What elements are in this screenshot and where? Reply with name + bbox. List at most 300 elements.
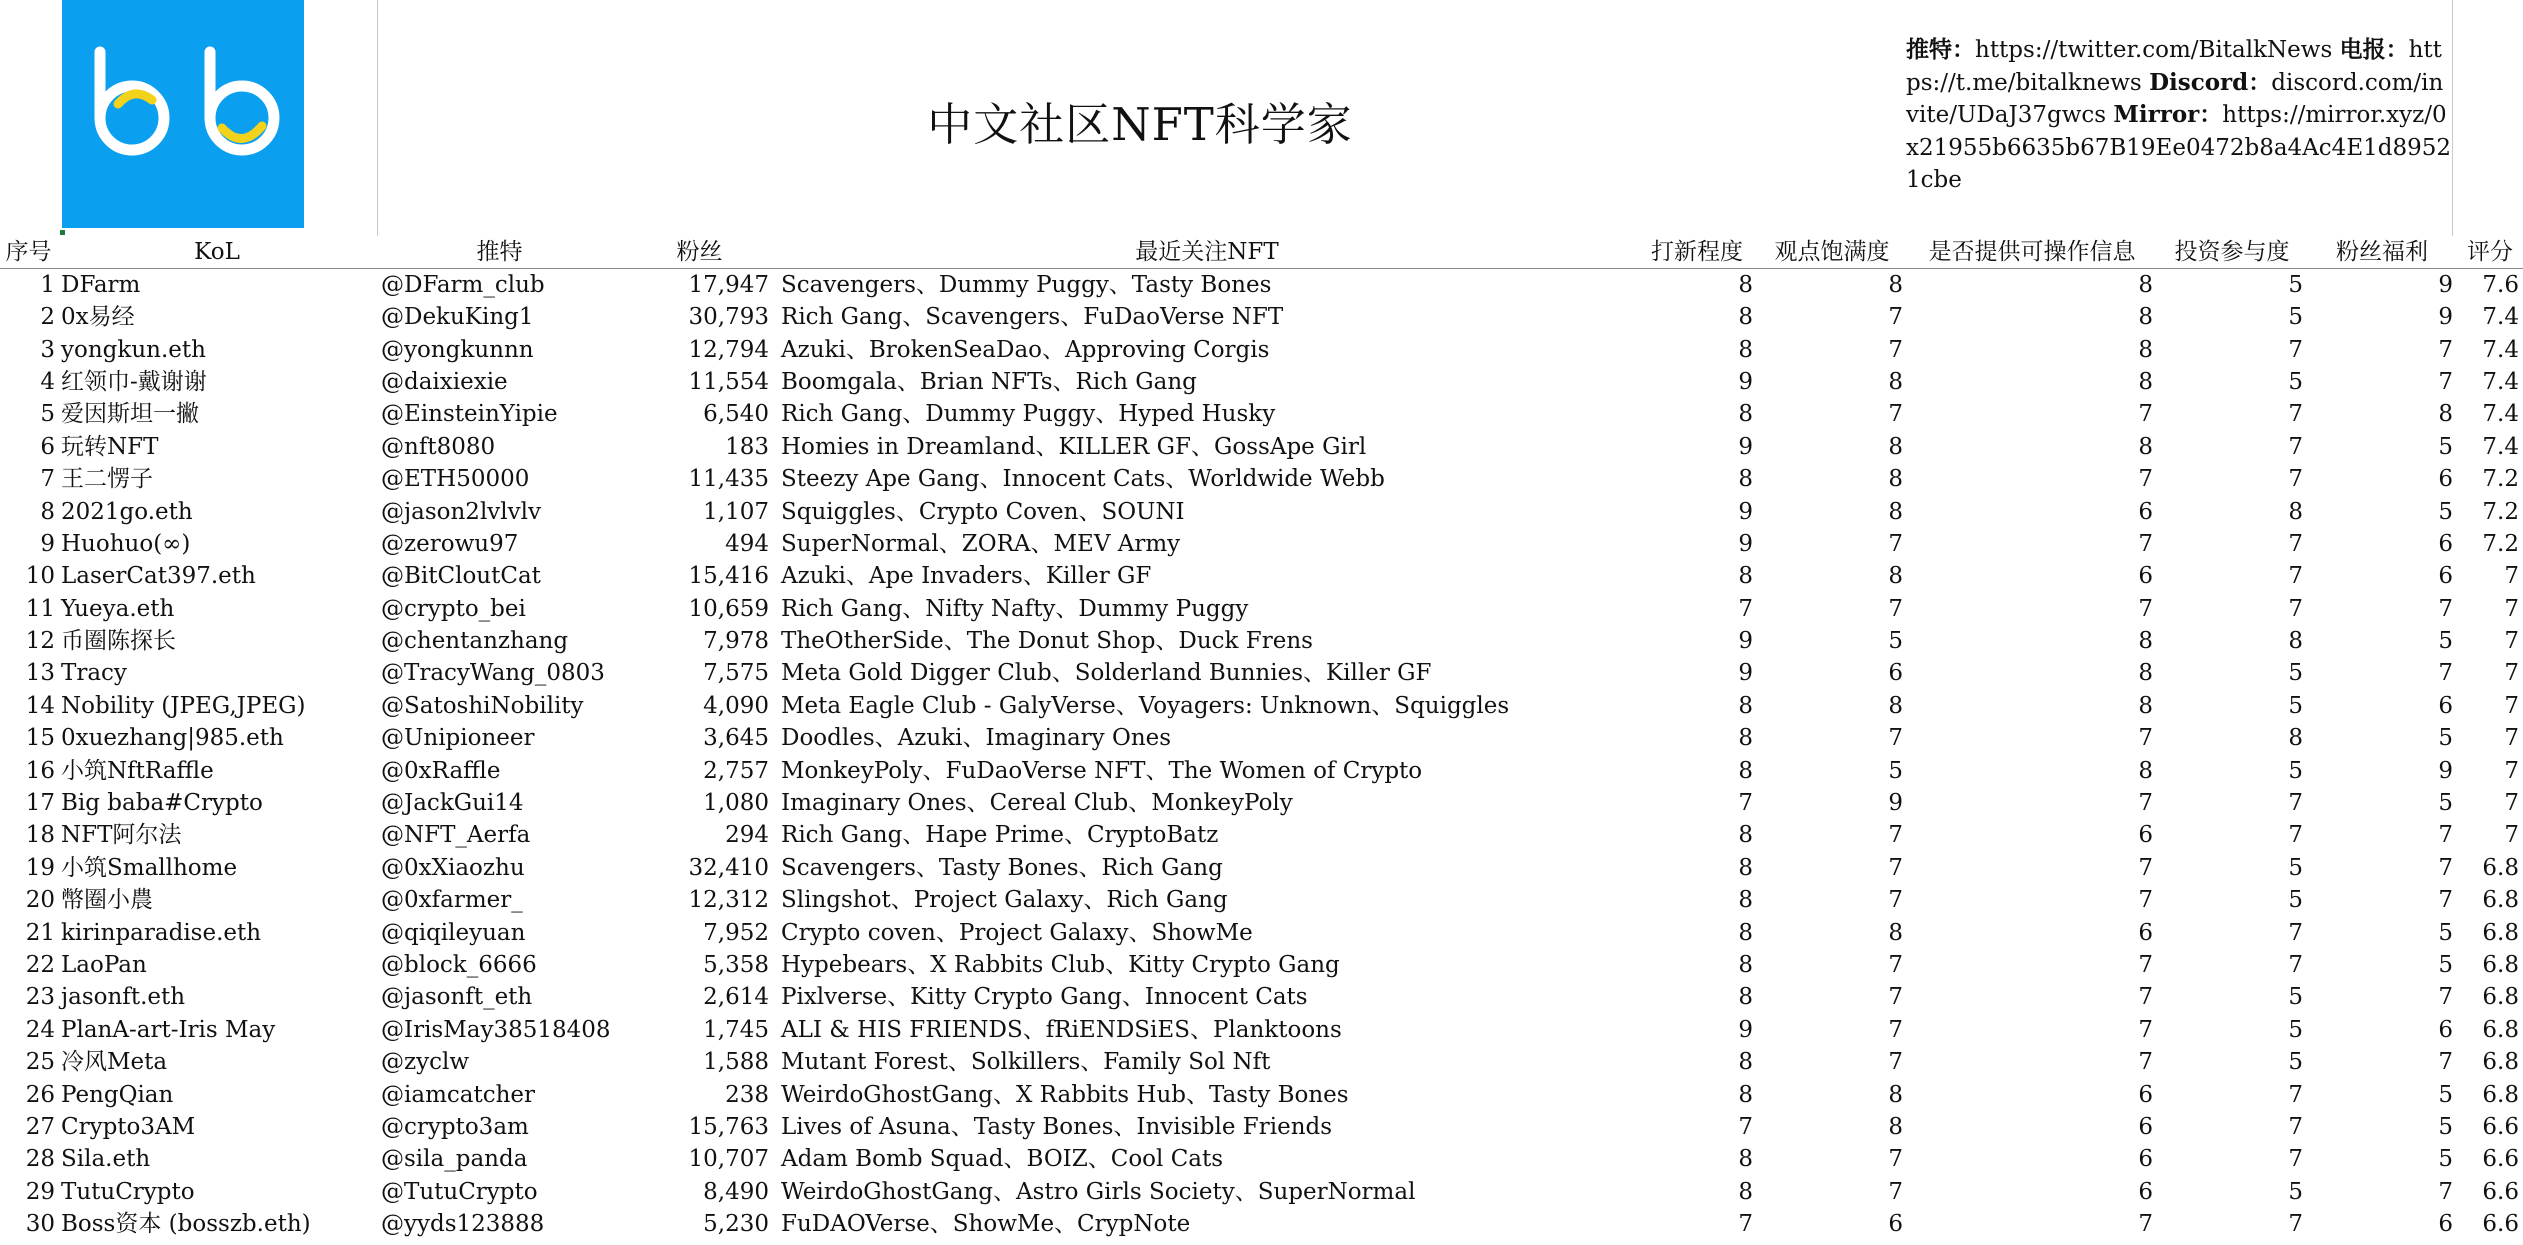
cell-benefit-score[interactable]: 8	[2438, 401, 2453, 428]
cell-opinion-score[interactable]: 7	[1888, 336, 1903, 363]
table-row[interactable]	[0, 1046, 2523, 1078]
cell-actionable-score[interactable]: 8	[2138, 272, 2153, 298]
cell-index[interactable]: 20	[25, 887, 55, 914]
cell-investment-score[interactable]: 7	[2288, 1113, 2303, 1140]
cell-twitter-handle[interactable]: @0xfarmer_	[381, 887, 523, 914]
discord-link[interactable]: discord.com/invite/UDaJ37gwcs	[1906, 69, 2444, 128]
col-header-twitter[interactable]: 推特	[377, 236, 622, 269]
cell-benefit-score[interactable]: 5	[2438, 628, 2453, 655]
cell-benefit-score[interactable]: 7	[2438, 984, 2453, 1011]
cell-total-score[interactable]: 7	[2504, 790, 2519, 817]
cell-opinion-score[interactable]: 8	[1888, 1113, 1903, 1140]
cell-benefit-score[interactable]: 5	[2438, 498, 2453, 525]
cell-opinion-score[interactable]: 7	[1888, 530, 1903, 557]
table-row[interactable]	[0, 916, 2523, 948]
cell-minting-score[interactable]: 8	[1738, 272, 1753, 298]
cell-minting-score[interactable]: 8	[1738, 1081, 1753, 1108]
cell-benefit-score[interactable]: 7	[2438, 1178, 2453, 1205]
cell-index[interactable]: 19	[25, 854, 55, 881]
cell-followers[interactable]: 6,540	[703, 401, 769, 428]
table-row[interactable]	[0, 657, 2523, 689]
cell-kol-name[interactable]: Boss资本 (bosszb.eth)	[61, 1211, 311, 1238]
cell-recent-nft[interactable]: Hypebears、X Rabbits Club、Kitty Crypto Gang	[781, 952, 1340, 978]
cell-twitter-handle[interactable]: @zerowu97	[381, 530, 519, 557]
cell-minting-score[interactable]: 8	[1738, 1049, 1753, 1076]
cell-actionable-score[interactable]: 8	[2138, 628, 2153, 655]
cell-followers[interactable]: 10,707	[688, 1146, 769, 1173]
cell-benefit-score[interactable]: 6	[2438, 530, 2453, 557]
col-header-actionable[interactable]: 是否提供可操作信息	[1907, 236, 2157, 269]
cell-recent-nft[interactable]: Steezy Ape Gang、Innocent Cats、Worldwide Webb	[781, 466, 1385, 493]
cell-followers[interactable]: 183	[725, 433, 769, 460]
cell-followers[interactable]: 15,416	[688, 563, 769, 590]
table-row[interactable]	[0, 1176, 2523, 1208]
cell-investment-score[interactable]: 7	[2288, 1081, 2303, 1108]
telegram-link[interactable]: https://t.me/bitalknews	[1906, 37, 2442, 96]
col-header-score[interactable]: 评分	[2457, 236, 2523, 269]
cell-twitter-handle[interactable]: @yongkunnn	[381, 336, 534, 363]
cell-investment-score[interactable]: 5	[2288, 887, 2303, 914]
cell-benefit-score[interactable]: 6	[2438, 1016, 2453, 1043]
table-row[interactable]	[0, 1143, 2523, 1175]
cell-twitter-handle[interactable]: @crypto_bei	[381, 595, 526, 622]
cell-actionable-score[interactable]: 6	[2138, 822, 2153, 849]
cell-followers[interactable]: 5,230	[703, 1211, 769, 1238]
cell-benefit-score[interactable]: 9	[2438, 272, 2453, 298]
cell-benefit-score[interactable]: 9	[2438, 304, 2453, 331]
cell-minting-score[interactable]: 8	[1738, 401, 1753, 428]
cell-recent-nft[interactable]: Meta Gold Digger Club、Solderland Bunnies、Killer GF	[781, 660, 1432, 687]
cell-index[interactable]: 23	[25, 984, 55, 1011]
cell-actionable-score[interactable]: 7	[2138, 530, 2153, 557]
cell-benefit-score[interactable]: 7	[2438, 336, 2453, 363]
cell-minting-score[interactable]: 8	[1738, 692, 1753, 719]
cell-actionable-score[interactable]: 8	[2138, 368, 2153, 395]
table-row[interactable]	[0, 593, 2523, 625]
cell-benefit-score[interactable]: 7	[2438, 368, 2453, 395]
table-row[interactable]	[0, 852, 2523, 884]
cell-opinion-score[interactable]: 8	[1888, 433, 1903, 460]
cell-opinion-score[interactable]: 8	[1888, 368, 1903, 395]
cell-recent-nft[interactable]: Scavengers、Tasty Bones、Rich Gang	[781, 854, 1223, 881]
cell-kol-name[interactable]: NFT阿尔法	[61, 822, 182, 849]
cell-investment-score[interactable]: 7	[2288, 1211, 2303, 1238]
cell-actionable-score[interactable]: 8	[2138, 692, 2153, 719]
col-header-benefits[interactable]: 粉丝福利	[2307, 236, 2457, 269]
cell-index[interactable]: 15	[25, 725, 55, 752]
cell-total-score[interactable]: 7.4	[2482, 304, 2519, 331]
cell-total-score[interactable]: 6.8	[2482, 984, 2519, 1011]
cell-investment-score[interactable]: 5	[2288, 854, 2303, 881]
cell-kol-name[interactable]: 小筑Smallhome	[61, 854, 238, 881]
table-row[interactable]	[0, 1111, 2523, 1143]
cell-recent-nft[interactable]: FuDAOVerse、ShowMe、CrypNote	[781, 1211, 1191, 1238]
cell-recent-nft[interactable]: Boomgala、Brian NFTs、Rich Gang	[781, 368, 1197, 395]
cell-twitter-handle[interactable]: @qiqileyuan	[381, 919, 526, 946]
cell-twitter-handle[interactable]: @nft8080	[381, 433, 496, 460]
cell-minting-score[interactable]: 7	[1738, 595, 1753, 622]
cell-investment-score[interactable]: 7	[2288, 466, 2303, 493]
cell-total-score[interactable]: 6.6	[2482, 1113, 2519, 1140]
cell-total-score[interactable]: 7.2	[2482, 530, 2519, 557]
cell-actionable-score[interactable]: 6	[2138, 1081, 2153, 1108]
cell-total-score[interactable]: 7.2	[2482, 498, 2519, 525]
cell-kol-name[interactable]: 红领巾-戴谢谢	[61, 368, 207, 395]
cell-recent-nft[interactable]: Rich Gang、Hape Prime、CryptoBatz	[781, 822, 1219, 849]
cell-investment-score[interactable]: 7	[2288, 433, 2303, 460]
cell-recent-nft[interactable]: Meta Eagle Club - GalyVerse、Voyagers: Unknown、Squiggles	[781, 692, 1510, 719]
cell-twitter-handle[interactable]: @DFarm_club	[381, 272, 545, 298]
cell-index[interactable]: 4	[40, 368, 55, 395]
cell-total-score[interactable]: 7	[2504, 725, 2519, 752]
cell-kol-name[interactable]: LaserCat397.eth	[61, 563, 256, 590]
cell-twitter-handle[interactable]: @jasonft_eth	[381, 984, 533, 1011]
table-row[interactable]	[0, 495, 2523, 527]
cell-index[interactable]: 18	[25, 822, 55, 849]
cell-kol-name[interactable]: Crypto3AM	[61, 1113, 196, 1140]
cell-total-score[interactable]: 7.4	[2482, 433, 2519, 460]
cell-total-score[interactable]: 7	[2504, 692, 2519, 719]
cell-followers[interactable]: 11,435	[688, 466, 769, 493]
cell-twitter-handle[interactable]: @0xXiaozhu	[381, 854, 525, 881]
cell-recent-nft[interactable]: WeirdoGhostGang、X Rabbits Hub、Tasty Bones	[781, 1081, 1349, 1108]
cell-investment-score[interactable]: 7	[2288, 401, 2303, 428]
cell-benefit-score[interactable]: 5	[2438, 790, 2453, 817]
cell-minting-score[interactable]: 9	[1738, 498, 1753, 525]
cell-actionable-score[interactable]: 7	[2138, 1211, 2153, 1238]
cell-investment-score[interactable]: 7	[2288, 336, 2303, 363]
cell-index[interactable]: 22	[25, 952, 55, 978]
cell-total-score[interactable]: 7	[2504, 595, 2519, 622]
cell-twitter-handle[interactable]: @zyclw	[381, 1049, 470, 1076]
cell-benefit-score[interactable]: 7	[2438, 595, 2453, 622]
cell-actionable-score[interactable]: 7	[2138, 854, 2153, 881]
cell-total-score[interactable]: 6.8	[2482, 1049, 2519, 1076]
cell-index[interactable]: 14	[25, 692, 55, 719]
cell-twitter-handle[interactable]: @NFT_Aerfa	[381, 822, 531, 849]
cell-index[interactable]: 7	[40, 466, 55, 493]
cell-kol-name[interactable]: PlanA-art-Iris May	[61, 1016, 276, 1043]
cell-index[interactable]: 1	[40, 272, 55, 298]
cell-followers[interactable]: 10,659	[688, 595, 769, 622]
cell-investment-score[interactable]: 7	[2288, 790, 2303, 817]
col-header-minting[interactable]: 打新程度	[1637, 236, 1757, 269]
cell-total-score[interactable]: 6.6	[2482, 1211, 2519, 1238]
cell-kol-name[interactable]: Big baba#Crypto	[61, 790, 263, 817]
cell-followers[interactable]: 7,978	[703, 628, 769, 655]
cell-actionable-score[interactable]: 7	[2138, 1016, 2153, 1043]
cell-recent-nft[interactable]: Adam Bomb Squad、BOIZ、Cool Cats	[781, 1146, 1224, 1173]
cell-opinion-score[interactable]: 6	[1888, 1211, 1903, 1238]
cell-opinion-score[interactable]: 8	[1888, 692, 1903, 719]
cell-minting-score[interactable]: 8	[1738, 952, 1753, 978]
cell-index[interactable]: 9	[40, 530, 55, 557]
cell-kol-name[interactable]: kirinparadise.eth	[61, 919, 262, 946]
cell-index[interactable]: 11	[25, 595, 55, 622]
cell-followers[interactable]: 7,952	[703, 919, 769, 946]
cell-twitter-handle[interactable]: @JackGui14	[381, 790, 524, 817]
table-row[interactable]	[0, 884, 2523, 916]
cell-opinion-score[interactable]: 7	[1888, 984, 1903, 1011]
cell-followers[interactable]: 30,793	[688, 304, 769, 331]
table-row[interactable]	[0, 787, 2523, 819]
cell-kol-name[interactable]: 币圈陈探长	[61, 628, 176, 655]
cell-opinion-score[interactable]: 5	[1888, 628, 1903, 655]
cell-benefit-score[interactable]: 5	[2438, 1146, 2453, 1173]
cell-kol-name[interactable]: 玩转NFT	[61, 433, 159, 460]
cell-twitter-handle[interactable]: @daixiexie	[381, 368, 508, 395]
cell-kol-name[interactable]: Yueya.eth	[61, 595, 175, 622]
col-header-investment[interactable]: 投资参与度	[2157, 236, 2307, 269]
cell-twitter-handle[interactable]: @TutuCrypto	[381, 1178, 538, 1205]
cell-twitter-handle[interactable]: @SatoshiNobility	[381, 692, 584, 719]
cell-followers[interactable]: 12,794	[688, 336, 769, 363]
cell-actionable-score[interactable]: 8	[2138, 757, 2153, 784]
cell-benefit-score[interactable]: 7	[2438, 1049, 2453, 1076]
cell-index[interactable]: 17	[25, 790, 55, 817]
cell-index[interactable]: 26	[25, 1081, 55, 1108]
cell-followers[interactable]: 17,947	[688, 272, 769, 298]
cell-minting-score[interactable]: 8	[1738, 466, 1753, 493]
cell-total-score[interactable]: 7.4	[2482, 368, 2519, 395]
cell-benefit-score[interactable]: 5	[2438, 433, 2453, 460]
table-row[interactable]	[0, 463, 2523, 495]
cell-recent-nft[interactable]: Crypto coven、Project Galaxy、ShowMe	[781, 919, 1253, 946]
cell-followers[interactable]: 4,090	[703, 692, 769, 719]
col-header-opinion[interactable]: 观点饱满度	[1757, 236, 1907, 269]
cell-kol-name[interactable]: 爱因斯坦一撇	[61, 401, 199, 428]
cell-index[interactable]: 24	[25, 1016, 55, 1043]
cell-followers[interactable]: 1,588	[703, 1049, 769, 1076]
cell-opinion-score[interactable]: 7	[1888, 854, 1903, 881]
cell-investment-score[interactable]: 5	[2288, 757, 2303, 784]
cell-investment-score[interactable]: 7	[2288, 822, 2303, 849]
cell-investment-score[interactable]: 7	[2288, 952, 2303, 978]
cell-benefit-score[interactable]: 5	[2438, 725, 2453, 752]
cell-followers[interactable]: 32,410	[688, 854, 769, 881]
table-row[interactable]	[0, 269, 2523, 302]
cell-index[interactable]: 2	[40, 304, 55, 331]
cell-minting-score[interactable]: 8	[1738, 304, 1753, 331]
cell-opinion-score[interactable]: 7	[1888, 952, 1903, 978]
cell-recent-nft[interactable]: MonkeyPoly、FuDaoVerse NFT、The Women of Crypto	[781, 757, 1423, 784]
cell-recent-nft[interactable]: Rich Gang、Scavengers、FuDaoVerse NFT	[781, 304, 1284, 331]
table-row[interactable]	[0, 301, 2523, 333]
cell-actionable-score[interactable]: 6	[2138, 1113, 2153, 1140]
cell-index[interactable]: 6	[40, 433, 55, 460]
cell-minting-score[interactable]: 8	[1738, 336, 1753, 363]
cell-total-score[interactable]: 7.6	[2482, 272, 2519, 298]
cell-kol-name[interactable]: Nobility (JPEG,JPEG)	[61, 692, 306, 719]
cell-followers[interactable]: 5,358	[703, 952, 769, 978]
cell-actionable-score[interactable]: 7	[2138, 984, 2153, 1011]
cell-recent-nft[interactable]: Azuki、Ape Invaders、Killer GF	[781, 563, 1152, 590]
cell-actionable-score[interactable]: 7	[2138, 790, 2153, 817]
cell-followers[interactable]: 494	[725, 530, 769, 557]
cell-actionable-score[interactable]: 7	[2138, 595, 2153, 622]
cell-twitter-handle[interactable]: @BitCloutCat	[381, 563, 541, 590]
cell-opinion-score[interactable]: 8	[1888, 1081, 1903, 1108]
cell-minting-score[interactable]: 8	[1738, 563, 1753, 590]
cell-opinion-score[interactable]: 7	[1888, 304, 1903, 331]
cell-index[interactable]: 25	[25, 1049, 55, 1076]
cell-twitter-handle[interactable]: @Unipioneer	[381, 725, 535, 752]
cell-actionable-score[interactable]: 8	[2138, 660, 2153, 687]
cell-twitter-handle[interactable]: @EinsteinYipie	[381, 401, 558, 428]
cell-recent-nft[interactable]: Rich Gang、Nifty Nafty、Dummy Puggy	[781, 595, 1249, 622]
cell-index[interactable]: 12	[25, 628, 55, 655]
cell-recent-nft[interactable]: Azuki、BrokenSeaDao、Approving Corgis	[781, 336, 1270, 363]
cell-minting-score[interactable]: 9	[1738, 660, 1753, 687]
cell-total-score[interactable]: 6.8	[2482, 887, 2519, 914]
cell-actionable-score[interactable]: 6	[2138, 498, 2153, 525]
cell-index[interactable]: 30	[25, 1211, 55, 1238]
cell-twitter-handle[interactable]: @IrisMay38518408	[381, 1016, 611, 1043]
cell-actionable-score[interactable]: 8	[2138, 433, 2153, 460]
cell-opinion-score[interactable]: 9	[1888, 790, 1903, 817]
cell-opinion-score[interactable]: 7	[1888, 725, 1903, 752]
cell-investment-score[interactable]: 7	[2288, 919, 2303, 946]
cell-recent-nft[interactable]: SuperNormal、ZORA、MEV Army	[781, 530, 1181, 557]
cell-total-score[interactable]: 6.8	[2482, 854, 2519, 881]
cell-kol-name[interactable]: 王二愣子	[61, 466, 153, 493]
cell-followers[interactable]: 7,575	[703, 660, 769, 687]
cell-index[interactable]: 28	[25, 1146, 55, 1173]
cell-twitter-handle[interactable]: @ETH50000	[381, 466, 530, 493]
cell-kol-name[interactable]: 0x易经	[61, 304, 135, 331]
cell-recent-nft[interactable]: Pixlverse、Kitty Crypto Gang、Innocent Cats	[781, 984, 1308, 1011]
cell-investment-score[interactable]: 5	[2288, 1016, 2303, 1043]
cell-recent-nft[interactable]: Scavengers、Dummy Puggy、Tasty Bones	[781, 272, 1272, 298]
cell-total-score[interactable]: 6.8	[2482, 952, 2519, 978]
cell-followers[interactable]: 3,645	[703, 725, 769, 752]
cell-followers[interactable]: 8,490	[703, 1178, 769, 1205]
cell-minting-score[interactable]: 8	[1738, 725, 1753, 752]
cell-investment-score[interactable]: 8	[2288, 725, 2303, 752]
cell-investment-score[interactable]: 5	[2288, 660, 2303, 687]
table-row[interactable]	[0, 625, 2523, 657]
cell-investment-score[interactable]: 8	[2288, 498, 2303, 525]
cell-kol-name[interactable]: Sila.eth	[61, 1146, 151, 1173]
cell-actionable-score[interactable]: 7	[2138, 1049, 2153, 1076]
table-row[interactable]	[0, 981, 2523, 1013]
mirror-link[interactable]: https://mirror.xyz/0x21955b6635b67B19Ee0472b8a4Ac4E1d89521cbe	[1906, 102, 2451, 193]
cell-actionable-score[interactable]: 7	[2138, 466, 2153, 493]
cell-twitter-handle[interactable]: @crypto3am	[381, 1113, 529, 1140]
table-row[interactable]	[0, 366, 2523, 398]
cell-recent-nft[interactable]: Slingshot、Project Galaxy、Rich Gang	[781, 887, 1228, 914]
cell-kol-name[interactable]: PengQian	[61, 1081, 174, 1108]
cell-actionable-score[interactable]: 8	[2138, 336, 2153, 363]
cell-minting-score[interactable]: 9	[1738, 368, 1753, 395]
cell-opinion-score[interactable]: 7	[1888, 887, 1903, 914]
cell-investment-score[interactable]: 8	[2288, 628, 2303, 655]
cell-twitter-handle[interactable]: @chentanzhang	[381, 628, 569, 655]
cell-followers[interactable]: 238	[725, 1081, 769, 1108]
cell-opinion-score[interactable]: 8	[1888, 563, 1903, 590]
cell-total-score[interactable]: 7	[2504, 757, 2519, 784]
cell-total-score[interactable]: 7	[2504, 660, 2519, 687]
cell-opinion-score[interactable]: 7	[1888, 1016, 1903, 1043]
cell-recent-nft[interactable]: Imaginary Ones、Cereal Club、MonkeyPoly	[781, 790, 1293, 817]
cell-kol-name[interactable]: Huohuo(∞)	[61, 530, 191, 557]
cell-opinion-score[interactable]: 7	[1888, 1178, 1903, 1205]
cell-investment-score[interactable]: 7	[2288, 1146, 2303, 1173]
cell-benefit-score[interactable]: 7	[2438, 822, 2453, 849]
table-row[interactable]	[0, 722, 2523, 754]
col-header-kol[interactable]: KoL	[57, 236, 377, 269]
cell-opinion-score[interactable]: 8	[1888, 919, 1903, 946]
cell-benefit-score[interactable]: 6	[2438, 563, 2453, 590]
cell-minting-score[interactable]: 9	[1738, 530, 1753, 557]
cell-twitter-handle[interactable]: @0xRaffle	[381, 757, 501, 784]
cell-kol-name[interactable]: DFarm	[61, 272, 141, 298]
table-row[interactable]	[0, 949, 2523, 981]
cell-kol-name[interactable]: LaoPan	[61, 952, 147, 978]
cell-investment-score[interactable]: 5	[2288, 984, 2303, 1011]
cell-twitter-handle[interactable]: @sila_panda	[381, 1146, 528, 1173]
cell-benefit-score[interactable]: 6	[2438, 692, 2453, 719]
table-row[interactable]	[0, 819, 2523, 851]
cell-followers[interactable]: 294	[725, 822, 769, 849]
cell-recent-nft[interactable]: Homies in Dreamland、KILLER GF、GossApe Girl	[781, 433, 1367, 460]
cell-actionable-score[interactable]: 7	[2138, 952, 2153, 978]
cell-opinion-score[interactable]: 8	[1888, 498, 1903, 525]
cell-opinion-score[interactable]: 7	[1888, 401, 1903, 428]
cell-benefit-score[interactable]: 7	[2438, 887, 2453, 914]
cell-kol-name[interactable]: Tracy	[61, 660, 127, 687]
cell-kol-name[interactable]: jasonft.eth	[61, 984, 186, 1011]
cell-actionable-score[interactable]: 7	[2138, 887, 2153, 914]
cell-total-score[interactable]: 6.8	[2482, 919, 2519, 946]
cell-actionable-score[interactable]: 6	[2138, 1178, 2153, 1205]
cell-recent-nft[interactable]: Squiggles、Crypto Coven、SOUNI	[781, 498, 1185, 525]
cell-benefit-score[interactable]: 7	[2438, 854, 2453, 881]
cell-benefit-score[interactable]: 5	[2438, 1081, 2453, 1108]
cell-investment-score[interactable]: 7	[2288, 563, 2303, 590]
cell-investment-score[interactable]: 7	[2288, 595, 2303, 622]
cell-actionable-score[interactable]: 8	[2138, 304, 2153, 331]
cell-investment-score[interactable]: 5	[2288, 304, 2303, 331]
cell-index[interactable]: 16	[25, 757, 55, 784]
cell-minting-score[interactable]: 8	[1738, 757, 1753, 784]
cell-minting-score[interactable]: 7	[1738, 1113, 1753, 1140]
cell-index[interactable]: 10	[25, 563, 55, 590]
cell-benefit-score[interactable]: 9	[2438, 757, 2453, 784]
cell-total-score[interactable]: 6.6	[2482, 1178, 2519, 1205]
twitter-link[interactable]: https://twitter.com/BitalkNews	[1975, 37, 2333, 63]
cell-twitter-handle[interactable]: @yyds123888	[381, 1211, 545, 1238]
cell-kol-name[interactable]: 小筑NftRaffle	[61, 757, 214, 784]
cell-benefit-score[interactable]: 6	[2438, 466, 2453, 493]
cell-opinion-score[interactable]: 6	[1888, 660, 1903, 687]
cell-minting-score[interactable]: 7	[1738, 1211, 1753, 1238]
cell-benefit-score[interactable]: 5	[2438, 952, 2453, 978]
cell-minting-score[interactable]: 8	[1738, 919, 1753, 946]
table-row[interactable]	[0, 690, 2523, 722]
cell-followers[interactable]: 15,763	[688, 1113, 769, 1140]
cell-recent-nft[interactable]: WeirdoGhostGang、Astro Girls Society、SuperNormal	[781, 1178, 1416, 1205]
table-row[interactable]	[0, 333, 2523, 365]
cell-actionable-score[interactable]: 6	[2138, 919, 2153, 946]
cell-minting-score[interactable]: 8	[1738, 1146, 1753, 1173]
col-header-index[interactable]: 序号	[0, 236, 57, 269]
cell-opinion-score[interactable]: 5	[1888, 757, 1903, 784]
cell-recent-nft[interactable]: TheOtherSide、The Donut Shop、Duck Frens	[781, 628, 1313, 655]
cell-benefit-score[interactable]: 5	[2438, 919, 2453, 946]
cell-investment-score[interactable]: 5	[2288, 368, 2303, 395]
cell-twitter-handle[interactable]: @block_6666	[381, 952, 537, 978]
